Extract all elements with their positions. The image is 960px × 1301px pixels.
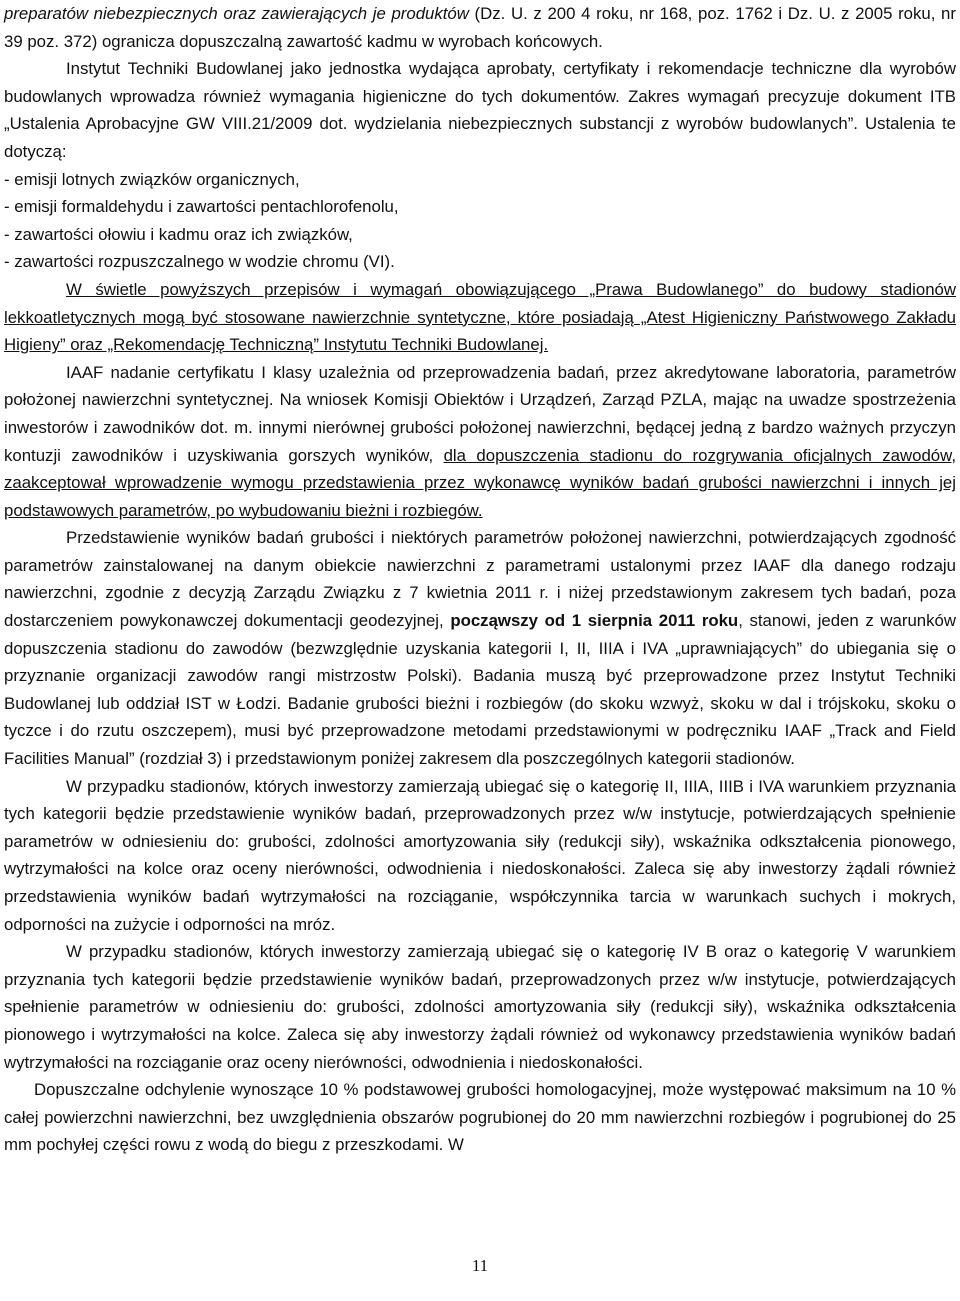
paragraph-itb: Instytut Techniki Budowlanej jako jednostka wydająca aprobaty, certyfikaty i rekomendacje techniczne dla wyrobów budowlanych wprowadza również wymagania higieniczne do tych dokumentów. Zakres wymagań precyzuje dokument ITB „Ustalenia Aprobacyjne GW VIII.21/2009 dot. wydzielania niebezpiecznych substancji z wyrobów budowlanych”. Ustalenia te dotyczą: (4, 59, 956, 161)
paragraph-category-ivb: W przypadku stadionów, których inwestorzy zamierzają ubiegać się o kategorię IV B oraz o kategorię V warunkiem przyznania tych kategorii będzie przedstawienie wyników badań, przeprowadzonych przez w/w instytucje, potwierdzających spełnienie parametrów w odniesieniu do: grubości, zdolności amortyzowania siły (redukcji siły), wskaźnika odkształcenia pionowego i wytrzymałości na kolce. Zaleca się aby inwestorzy żądali również od wykonawcy przedstawienia wyników badań wytrzymałości na rozciąganie oraz oceny nierówności, odwodnienia i niedoskonałości. (4, 942, 956, 1072)
paragraph-iaaf (4, 359, 956, 525)
list-item: - emisji formaldehydu i zawartości pentachlorofenolu, (4, 197, 399, 217)
results-text-1: Przedstawienie wyników badań grubości i niektórych parametrów położonej nawierzchni, potwierdzających zgodność parametrów zainstalowanej na danym obiekcie nawierzchni z parametrami ustalonymi przez IAAF dla danego rodzaju nawierzchni, zgodnie z decyzją Zarządu Związku z 7 kwietnia 2011 r. i niżej przedstawionym zakresem tych badań, poza dostarczeniem powykonawczej dokumentacji geodezyjnej, (4, 528, 956, 631)
paragraph-tolerance: Dopuszczalne odchylenie wynoszące 10 % podstawowej grubości homologacyjnej, może występować maksimum na 10 % całej powierzchni nawierzchni, bez uwzględnienia obszarów pogrubionej do 20 mm nawierzchni rozbiegów i pogrubionej do 25 mm pochyłej części rowu z wodą do biegu z przeszkodami. W (4, 1080, 956, 1155)
list-item: - zawartości ołowiu i kadmu oraz ich związków, (4, 224, 353, 244)
iaaf-text: IAAF nadanie certyfikatu I klasy uzależnia od przeprowadzenia badań, przez akredytowane laboratoria, parametrów położonej nawierzchni syntetycznej. Na wniosek Komisji Obiektów i Urządzeń, Zarząd PZLA, mając na uwadze spostrzeżenia inwestorów i zawodników dot. m. innymi nierównej grubości położonej nawierzchni, będącej jedną z bardzo ważnych przyczyn kontuzji zawodników i uzyskiwania gorszych wyników, (4, 362, 956, 465)
page-number: 11 (471, 1256, 489, 1275)
paragraph-building-law: W świetle powyższych przepisów i wymagań obowiązującego „Prawa Budowlanego” do budowy stadionów lekkoatletycznych mogą być stosowane nawierzchnie syntetyczne, które posiadają „Atest Higieniczny Państwowego Zakładu Higieny” oraz „Rekomendację Techniczną” Instytutu Techniki Budowlanej. (4, 279, 956, 355)
list-item: - emisji lotnych związków organicznych, (4, 169, 300, 189)
paragraph-intro-continuation (4, 0, 956, 55)
paragraph-test-results (4, 524, 956, 772)
itb-requirements-list (4, 166, 956, 276)
results-text-2: , stanowi, jeden z warunków dopuszczenia stadionu do zawodów (bezwzględnie uzyskania kategorii I, II, IIIA i IVA „uprawniających” do ubiegania się o przyznanie organizacji zawodów rangi mistrzostw Polski). Badania muszą być przeprowadzone przez Instytut Techniki Budowlanej lub oddział IST w Łodzi. Badanie grubości bieżni i rozbiegów (do skoku wzwyż, skoku w dal i trójskoku, skoku o tyczce i do rzutu oszczepem), musi być przeprowadzone metodami przedstawionymi w podręczniku IAAF „Track and Field Facilities Manual” (rozdział 3) i przedstawionym poniżej zakresem dla poszczególnych kategorii stadionów. (4, 611, 956, 769)
paragraph-category-ii: W przypadku stadionów, których inwestorzy zamierzają ubiegać się o kategorię II, IIIA, IIIB i IVA warunkiem przyznania tych kategorii będzie przedstawienie wyników badań, przeprowadzonych przez w/w instytucje, potwierdzających spełnienie parametrów w odniesieniu do: grubości, zdolności amortyzowania siły (redukcji siły), wskaźnika odkształcenia pionowego, wytrzymałości na kolce oraz oceny nierówności, odwodnienia i niedoskonałości. Zaleca się aby inwestorzy żądali również przedstawienia wyników badań wytrzymałości na rozciąganie, współczynnika tarcia w warunkach suchych i mokrych, odporności na zużycie i odporności na mróz. (4, 776, 956, 934)
iaaf-underlined-text: dla dopuszczenia stadionu do rozgrywania oficjalnych zawodów, zaakceptował wprowadzenie wymogu przedstawienia przez wykonawcę wyników badań grubości nawierzchni i innych jej podstawowych parametrów, po wybudowaniu bieżni i rozbiegów. (4, 445, 956, 520)
document-page (4, 0, 956, 1301)
intro-rest: (Dz. U. z 200 4 roku, nr 168, poz. 1762 i Dz. U. z 2005 roku, nr 39 poz. 372) ogranicza dopuszczalną zawartość kadmu w wyrobach końcowych. (4, 4, 956, 51)
list-item: - zawartości rozpuszczalnego w wodzie chromu (VI). (4, 252, 395, 272)
results-bold-date: począwszy od 1 sierpnia 2011 roku (450, 611, 739, 631)
italic-title: preparatów niebezpiecznych oraz zawierających je produktów (4, 4, 469, 23)
